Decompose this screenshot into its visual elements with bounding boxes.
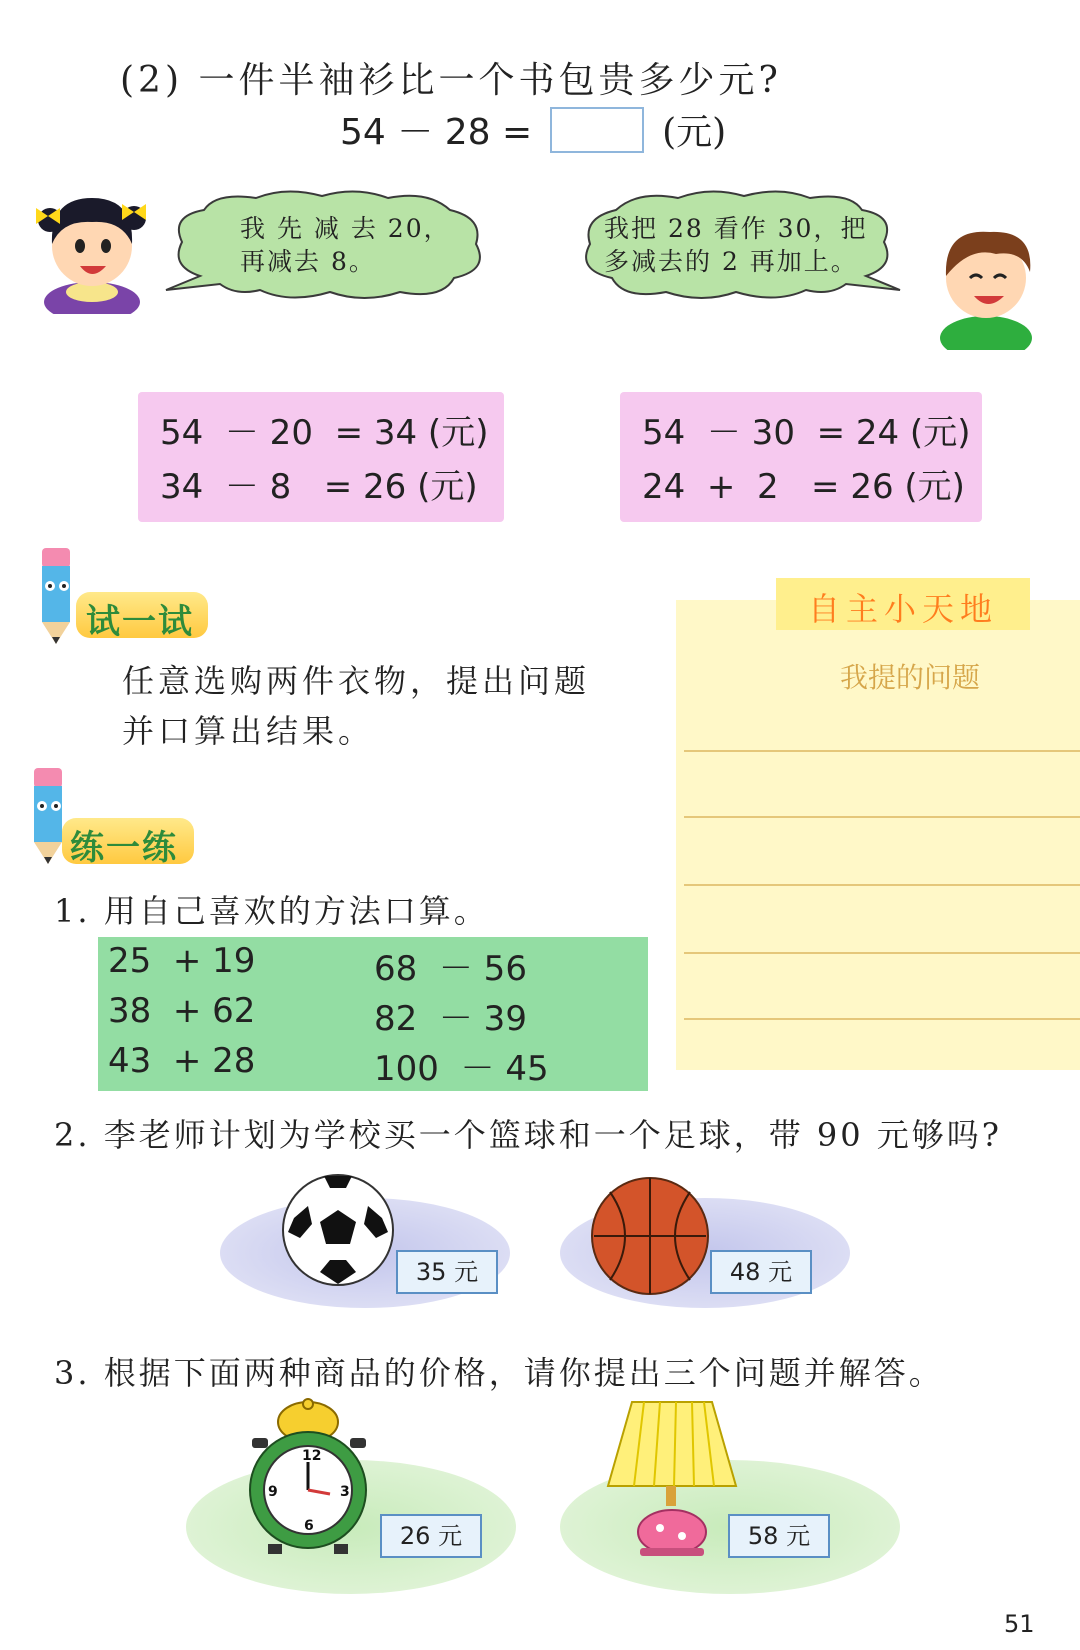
svg-text:12: 12 <box>302 1448 322 1464</box>
boy-bubble-line-1: 我把 28 看作 30，把 <box>604 214 868 243</box>
girl-bubble-text <box>240 212 451 278</box>
basketball-price-tag: 48 元 <box>710 1250 812 1294</box>
basketball-illustration <box>588 1174 712 1298</box>
try-section-label: 试一试 <box>86 602 194 642</box>
equation-unit: (元) <box>662 112 727 153</box>
clock-price-tag: 26 元 <box>380 1514 482 1558</box>
problem-2-text: 2. 李老师计划为学校买一个篮球和一个足球，带 90 元够吗? <box>54 1116 1002 1154</box>
method-right-line-1: 54 － 30 = 24 (元) <box>642 413 971 453</box>
note-line[interactable] <box>684 952 1080 954</box>
calc-item: 43 + 28 <box>108 1041 256 1081</box>
notes-title: 自主小天地 <box>807 590 998 628</box>
problem-1-text: 1. 用自己喜欢的方法口算。 <box>54 892 489 930</box>
girl-character-illustration <box>26 174 156 314</box>
method-left-line-2: 34 － 8 = 26 (元) <box>160 467 478 507</box>
method-right-line-2: 24 + 2 = 26 (元) <box>642 467 965 507</box>
method-box-right <box>620 392 982 522</box>
practice-section-label: 练一练 <box>70 828 178 868</box>
svg-text:6: 6 <box>304 1518 314 1534</box>
calc-item: 25 + 19 <box>108 941 256 981</box>
svg-text:3: 3 <box>340 1484 350 1500</box>
lamp-price-tag: 58 元 <box>728 1514 830 1558</box>
note-line[interactable] <box>684 750 1080 752</box>
method-left-line-1: 54 － 20 = 34 (元) <box>160 413 489 453</box>
note-line[interactable] <box>684 816 1080 818</box>
soccer-price-tag: 35 元 <box>396 1250 498 1294</box>
answer-input-box[interactable] <box>550 107 644 153</box>
method-box-left <box>138 392 504 522</box>
calc-item: 82 － 39 <box>374 999 527 1039</box>
calc-item: 100 － 45 <box>374 1049 549 1089</box>
calculation-box <box>98 937 648 1091</box>
calc-item: 68 － 56 <box>374 949 527 989</box>
girl-bubble-line-1: 我 先 减 去 20， <box>240 214 451 243</box>
question-2-title: (2) 一件半袖衫比一个书包贵多少元? <box>120 60 782 101</box>
boy-character-illustration <box>930 210 1040 350</box>
svg-text:9: 9 <box>268 1484 278 1500</box>
alarm-clock-illustration <box>246 1398 372 1558</box>
equation-left: 54 － 28 = <box>340 112 533 153</box>
girl-bubble-line-2: 再减去 8。 <box>240 247 376 276</box>
boy-bubble-line-2: 多减去的 2 再加上。 <box>604 247 858 276</box>
calc-item: 38 + 62 <box>108 991 256 1031</box>
boy-bubble-text <box>604 212 867 278</box>
try-section-text: 任意选购两件衣物，提出问题并口算出结果。 <box>122 662 591 750</box>
soccer-ball-illustration <box>280 1172 396 1288</box>
notes-subtitle: 我提的问题 <box>840 661 981 694</box>
problem-3-text: 3. 根据下面两种商品的价格，请你提出三个问题并解答。 <box>54 1354 944 1392</box>
lamp-illustration <box>604 1396 740 1556</box>
note-line[interactable] <box>684 884 1080 886</box>
note-line[interactable] <box>684 1018 1080 1020</box>
page-number: 51 <box>1004 1610 1035 1638</box>
question-2-equation <box>340 104 726 155</box>
